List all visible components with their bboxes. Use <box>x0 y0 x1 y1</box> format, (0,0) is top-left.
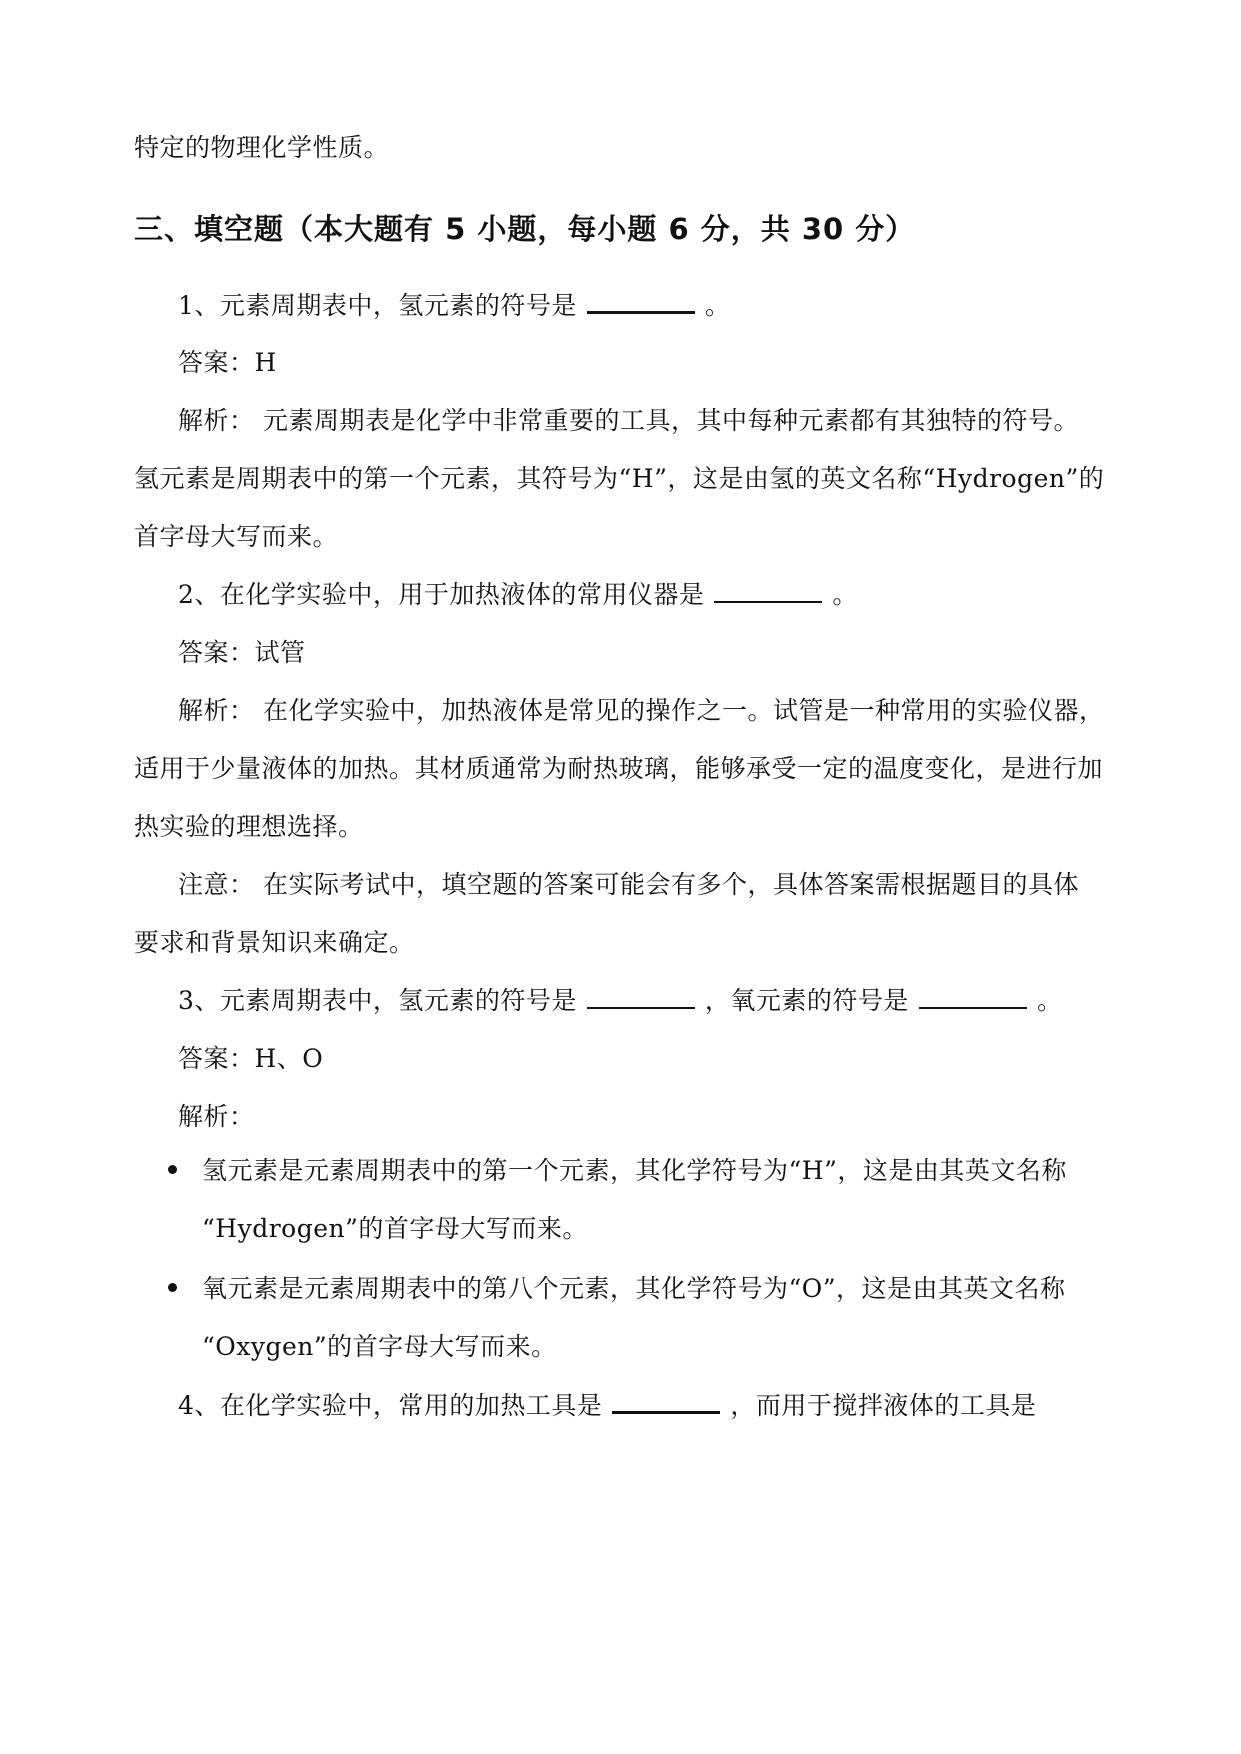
question-2-blank <box>714 579 822 603</box>
question-3-answer: 答案：H、O <box>178 1044 324 1073</box>
question-3-bullet-1-line-2: “Hydrogen”的首字母大写而来。 <box>202 1214 588 1243</box>
question-3 <box>178 985 1062 1017</box>
question-3-prompt: 3、元素周期表中，氢元素的符号是 <box>178 986 577 1015</box>
question-3-analysis-label: 解析： <box>178 1102 255 1131</box>
question-3-blank-1 <box>587 985 695 1009</box>
question-2-analysis-line-3: 热实验的理想选择。 <box>134 812 364 841</box>
question-2-note-line-1: 注意： 在实际考试中，填空题的答案可能会有多个，具体答案需根据题目的具体 <box>178 870 1079 899</box>
bullet-dot-icon <box>168 1165 177 1174</box>
question-2-analysis-line-1: 解析： 在化学实验中，加热液体是常见的操作之一。试管是一种常用的实验仪器， <box>178 696 1105 725</box>
question-1-blank <box>587 289 695 314</box>
section-heading: 三、填空题（本大题有 5 小题，每小题 6 分，共 30 分） <box>134 212 916 246</box>
question-3-bullet-2-line-1: 氧元素是元素周期表中的第八个元素，其化学符号为“O”，这是由其英文名称 <box>202 1274 1066 1303</box>
question-3-middle: ，氧元素的符号是 <box>704 986 909 1015</box>
question-2-note-line-2: 要求和背景知识来确定。 <box>134 928 415 957</box>
bullet-dot-icon <box>168 1283 177 1292</box>
question-1 <box>178 289 730 322</box>
question-2 <box>178 579 858 611</box>
question-3-blank-2 <box>919 985 1027 1009</box>
question-1-prompt: 1、元素周期表中，氢元素的符号是 <box>178 291 577 320</box>
question-1-answer: 答案：H <box>178 348 277 377</box>
question-3-end: 。 <box>1036 986 1063 1015</box>
question-4-prompt: 4、在化学实验中，常用的加热工具是 <box>178 1391 603 1420</box>
question-2-prompt: 2、在化学实验中，用于加热液体的常用仪器是 <box>178 580 705 609</box>
question-1-analysis-line-1: 解析： 元素周期表是化学中非常重要的工具，其中每种元素都有其独特的符号。 <box>178 406 1079 435</box>
question-1-end: 。 <box>704 291 731 320</box>
question-4-middle: ，而用于搅拌液体的工具是 <box>730 1391 1037 1420</box>
question-4-blank <box>612 1389 720 1414</box>
question-4 <box>178 1389 1036 1422</box>
intro-tail-text: 特定的物理化学性质。 <box>134 133 390 162</box>
question-3-bullet-1-line-1: 氢元素是元素周期表中的第一个元素，其化学符号为“H”，这是由其英文名称 <box>202 1156 1067 1185</box>
question-2-answer: 答案：试管 <box>178 638 306 667</box>
question-2-analysis-line-2: 适用于少量液体的加热。其材质通常为耐热玻璃，能够承受一定的温度变化，是进行加 <box>134 754 1104 783</box>
question-3-bullet-2-line-2: “Oxygen”的首字母大写而来。 <box>202 1332 557 1361</box>
question-1-analysis-line-3: 首字母大写而来。 <box>134 522 339 551</box>
question-2-end: 。 <box>832 580 858 609</box>
question-1-analysis-line-2: 氢元素是周期表中的第一个元素，其符号为“H”，这是由氢的英文名称“Hydrogen”的 <box>134 464 1105 493</box>
